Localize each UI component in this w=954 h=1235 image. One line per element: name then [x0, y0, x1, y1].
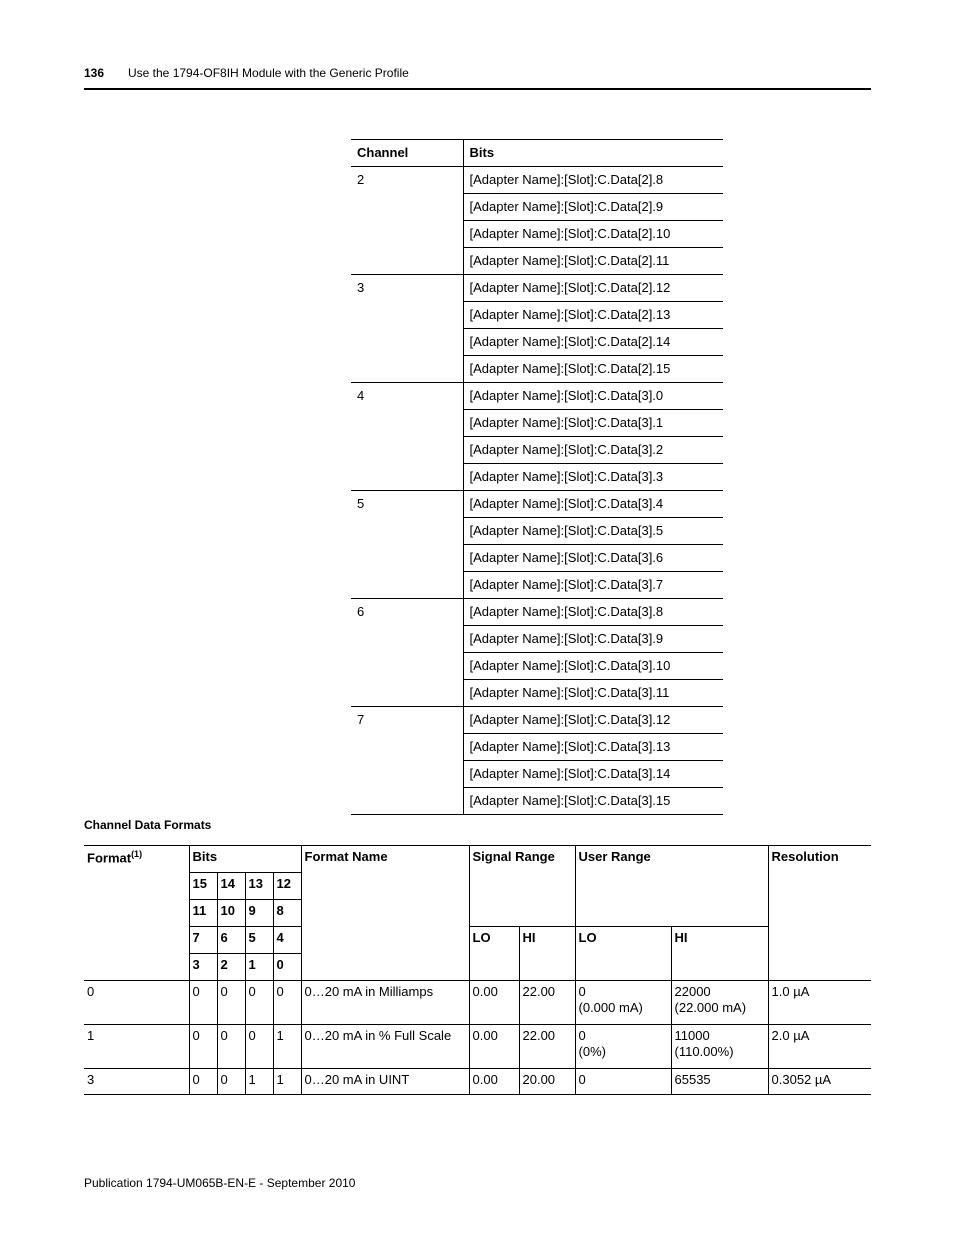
bit-number-header: 11	[189, 900, 217, 927]
format-cell: 0	[84, 981, 189, 1025]
bit-tag-cell: [Adapter Name]:[Slot]:C.Data[3].1	[463, 410, 723, 437]
table-row	[351, 167, 723, 194]
bit-tag-cell: [Adapter Name]:[Slot]:C.Data[3].9	[463, 626, 723, 653]
user-hi-cell-line: 11000	[674, 1028, 710, 1043]
bit-number-header: 7	[189, 927, 217, 954]
column-header-format: Format$^{(1)}$	[84, 846, 189, 981]
user-lo-cell-line: 0	[578, 984, 586, 999]
bit-number-header: 5	[245, 927, 273, 954]
bit-number-header: 15	[189, 873, 217, 900]
bit-tag-cell: [Adapter Name]:[Slot]:C.Data[3].14	[463, 761, 723, 788]
user-lo-cell-line: 0	[578, 1072, 586, 1087]
channel-cell: 2	[351, 167, 463, 275]
user-hi-cell-line: 65535	[674, 1072, 711, 1087]
bit-tag-cell: [Adapter Name]:[Slot]:C.Data[3].7	[463, 572, 723, 599]
bit-tag-cell: [Adapter Name]:[Slot]:C.Data[3].10	[463, 653, 723, 680]
table-row	[84, 1069, 871, 1095]
signal-lo-cell: 0.00	[469, 1069, 519, 1095]
format-cell: 3	[84, 1069, 189, 1095]
bit-value-cell: 0	[217, 1069, 245, 1095]
user-lo-cell	[575, 981, 671, 1025]
user-range-lo-header: LO	[575, 927, 671, 981]
format-name-cell: 0…20 mA in UINT	[301, 1069, 469, 1095]
table-row	[351, 491, 723, 518]
channel-data-formats-table	[84, 845, 871, 1095]
bit-value-cell: 0	[189, 1025, 217, 1069]
user-hi-cell-line: (110.00%)	[674, 1044, 734, 1059]
user-hi-cell	[671, 981, 768, 1025]
bit-tag-cell: [Adapter Name]:[Slot]:C.Data[2].13	[463, 302, 723, 329]
bit-value-cell: 1	[245, 1069, 273, 1095]
page-footer: Publication 1794-UM065B-EN-E - September 2010	[84, 1176, 356, 1190]
user-hi-cell	[671, 1069, 768, 1095]
channel-cell: 4	[351, 383, 463, 491]
bit-tag-cell: [Adapter Name]:[Slot]:C.Data[3].6	[463, 545, 723, 572]
column-header-format-name: Format Name	[301, 846, 469, 981]
bit-tag-cell: [Adapter Name]:[Slot]:C.Data[3].11	[463, 680, 723, 707]
column-header-channel: Channel	[351, 140, 463, 167]
channel-bits-table	[351, 139, 723, 815]
bit-value-cell: 0	[189, 1069, 217, 1095]
bit-tag-cell: [Adapter Name]:[Slot]:C.Data[3].5	[463, 518, 723, 545]
bit-number-header: 13	[245, 873, 273, 900]
bit-number-header: 0	[273, 954, 301, 981]
bit-tag-cell: [Adapter Name]:[Slot]:C.Data[3].13	[463, 734, 723, 761]
format-name-cell: 0…20 mA in % Full Scale	[301, 1025, 469, 1069]
column-header-signal-range: Signal Range	[469, 846, 575, 927]
table-header-row	[351, 140, 723, 167]
footnote-ref: (1)	[131, 849, 143, 859]
channel-cell: 3	[351, 275, 463, 383]
bit-tag-cell: [Adapter Name]:[Slot]:C.Data[3].0	[463, 383, 723, 410]
bit-value-cell: 0	[217, 1025, 245, 1069]
resolution-cell: 0.3052 µA	[768, 1069, 871, 1095]
bit-value-cell: 0	[245, 981, 273, 1025]
bit-tag-cell: [Adapter Name]:[Slot]:C.Data[2].12	[463, 275, 723, 302]
bit-tag-cell: [Adapter Name]:[Slot]:C.Data[2].14	[463, 329, 723, 356]
bit-tag-cell: [Adapter Name]:[Slot]:C.Data[3].2	[463, 437, 723, 464]
user-lo-cell-line: (0%)	[578, 1044, 606, 1059]
signal-lo-cell: 0.00	[469, 981, 519, 1025]
column-header-resolution: Resolution	[768, 846, 871, 981]
bit-tag-cell: [Adapter Name]:[Slot]:C.Data[3].4	[463, 491, 723, 518]
channel-cell: 7	[351, 707, 463, 815]
bit-tag-cell: [Adapter Name]:[Slot]:C.Data[2].11	[463, 248, 723, 275]
bit-value-cell: 0	[189, 981, 217, 1025]
bit-value-cell: 1	[273, 1069, 301, 1095]
format-name-cell: 0…20 mA in Milliamps	[301, 981, 469, 1025]
table-row	[351, 383, 723, 410]
table-caption: Channel Data Formats	[84, 818, 212, 832]
bit-number-header: 1	[245, 954, 273, 981]
page-header	[84, 64, 871, 90]
user-lo-cell-line: (0.000 mA)	[578, 1000, 643, 1015]
format-cell: 1	[84, 1025, 189, 1069]
bit-tag-cell: [Adapter Name]:[Slot]:C.Data[3].15	[463, 788, 723, 815]
bit-number-header: 2	[217, 954, 245, 981]
page-number: 136	[84, 66, 105, 80]
table-row	[351, 599, 723, 626]
bit-tag-cell: [Adapter Name]:[Slot]:C.Data[3].3	[463, 464, 723, 491]
user-lo-cell	[575, 1025, 671, 1069]
user-lo-cell	[575, 1069, 671, 1095]
column-header-user-range: User Range	[575, 846, 768, 927]
column-header-bits: Bits	[189, 846, 301, 873]
bit-value-cell: 0	[245, 1025, 273, 1069]
bit-number-header: 6	[217, 927, 245, 954]
bit-number-header: 10	[217, 900, 245, 927]
bit-tag-cell: [Adapter Name]:[Slot]:C.Data[2].9	[463, 194, 723, 221]
page-header-title: Use the 1794-OF8IH Module with the Generic Profile	[128, 66, 409, 80]
bit-tag-cell: [Adapter Name]:[Slot]:C.Data[2].15	[463, 356, 723, 383]
resolution-cell: 1.0 µA	[768, 981, 871, 1025]
bit-number-header: 14	[217, 873, 245, 900]
table-row	[84, 981, 871, 1025]
channel-cell: 5	[351, 491, 463, 599]
bit-number-header: 12	[273, 873, 301, 900]
user-hi-cell	[671, 1025, 768, 1069]
bit-value-cell: 0	[273, 981, 301, 1025]
bit-number-header: 8	[273, 900, 301, 927]
table-row	[84, 1025, 871, 1069]
signal-range-lo-header: LO	[469, 927, 519, 981]
bit-value-cell: 0	[217, 981, 245, 1025]
bit-number-header: 9	[245, 900, 273, 927]
bit-tag-cell: [Adapter Name]:[Slot]:C.Data[3].8	[463, 599, 723, 626]
channel-cell: 6	[351, 599, 463, 707]
bit-tag-cell: [Adapter Name]:[Slot]:C.Data[3].12	[463, 707, 723, 734]
signal-hi-cell: 20.00	[519, 1069, 575, 1095]
bit-number-header: 4	[273, 927, 301, 954]
table-row	[351, 275, 723, 302]
user-hi-cell-line: (22.000 mA)	[674, 1000, 747, 1015]
bit-tag-cell: [Adapter Name]:[Slot]:C.Data[2].8	[463, 167, 723, 194]
signal-hi-cell: 22.00	[519, 1025, 575, 1069]
bit-number-header: 3	[189, 954, 217, 981]
table-row	[351, 707, 723, 734]
user-range-hi-header: HI	[671, 927, 768, 981]
signal-range-hi-header: HI	[519, 927, 575, 981]
column-header-bits: Bits	[463, 140, 723, 167]
user-lo-cell-line: 0	[578, 1028, 586, 1043]
bit-value-cell: 1	[273, 1025, 301, 1069]
signal-hi-cell: 22.00	[519, 981, 575, 1025]
signal-lo-cell: 0.00	[469, 1025, 519, 1069]
bit-tag-cell: [Adapter Name]:[Slot]:C.Data[2].10	[463, 221, 723, 248]
resolution-cell: 2.0 µA	[768, 1025, 871, 1069]
user-hi-cell-line: 22000	[674, 984, 711, 999]
